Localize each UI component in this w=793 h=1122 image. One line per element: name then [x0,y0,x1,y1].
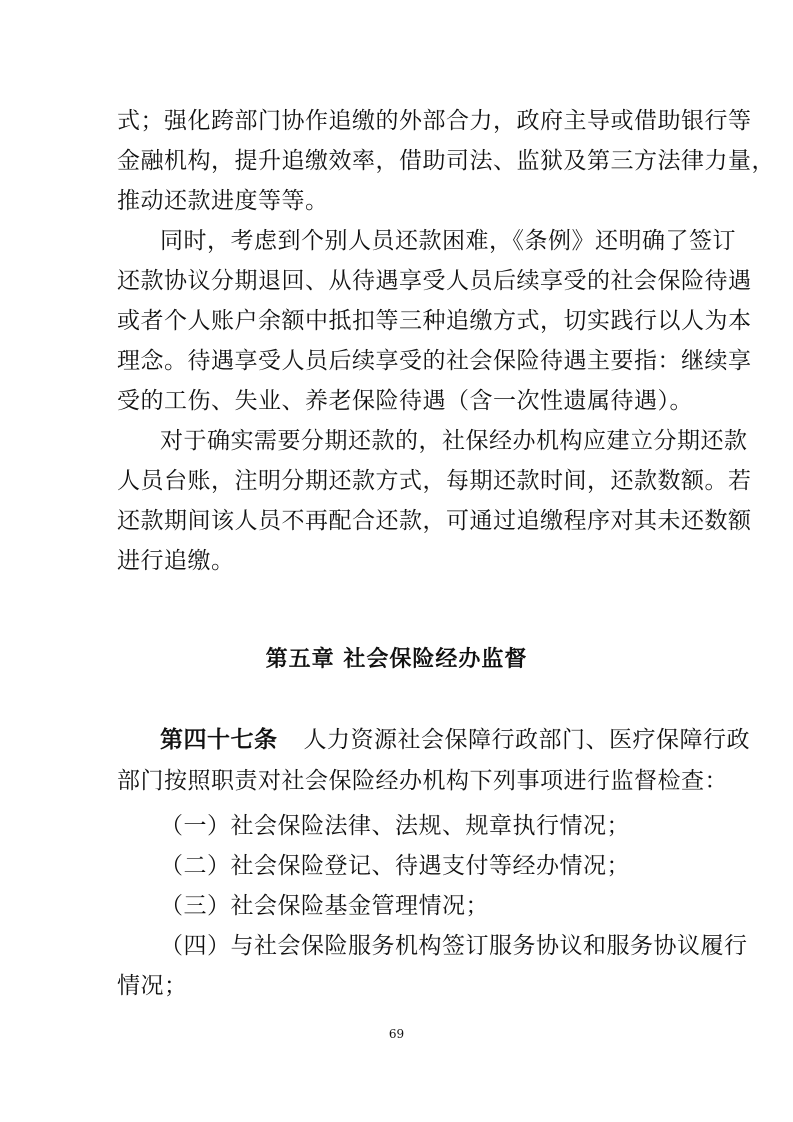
item-1: （一）社会保险法律、法规、规章执行情况； [160,813,630,839]
article-line-2: 部门按照职责对社会保险经办机构下列事项进行监督检查： [117,768,728,794]
paragraph-1-line-2: 金融机构，提升追缴效率，借助司法、监狱及第三方法律力量， [117,148,775,174]
paragraph-2-line-1: 同时，考虑到个别人员还款困难，《条例》还明确了签订 [160,228,736,254]
paragraph-2-line-4: 理念。待遇享受人员后续享受的社会保险待遇主要指：继续享 [117,348,752,374]
page-number: 69 [388,1027,405,1041]
item-3: （三）社会保险基金管理情况； [160,893,489,919]
paragraph-2-line-3: 或者个人账户余额中抵扣等三种追缴方式，切实践行以人为本 [117,308,752,334]
paragraph-3-line-4: 进行追缴。 [117,548,235,574]
paragraph-2-line-5: 受的工伤、失业、养老保险待遇（含一次性遗属待遇）。 [117,388,693,414]
item-4-line-1: （四）与社会保险服务机构签订服务协议和服务协议履行 [160,933,748,959]
item-2: （二）社会保险登记、待遇支付等经办情况； [160,853,630,879]
paragraph-3-line-1: 对于确实需要分期还款的，社保经办机构应建立分期还款 [160,428,748,454]
article-line-1-text: 人力资源社会保障行政部门、医疗保障行政 [303,727,750,753]
paragraph-3-line-3: 还款期间该人员不再配合还款，可通过追缴程序对其未还数额 [117,508,752,534]
paragraph-1-line-3: 推动还款进度等等。 [117,188,329,214]
item-4-line-2: 情况； [117,973,188,999]
article-number: 第四十七条 [160,727,278,753]
paragraph-1-line-1: 式；强化跨部门协作追缴的外部合力，政府主导或借助银行等 [117,108,752,134]
paragraph-2-line-2: 还款协议分期退回、从待遇享受人员后续享受的社会保险待遇 [117,268,752,294]
paragraph-3-line-2: 人员台账，注明分期还款方式，每期还款时间，还款数额。若 [117,468,752,494]
chapter-title: 第五章 社会保险经办监督 [265,647,528,672]
article-line-1 [160,720,750,760]
